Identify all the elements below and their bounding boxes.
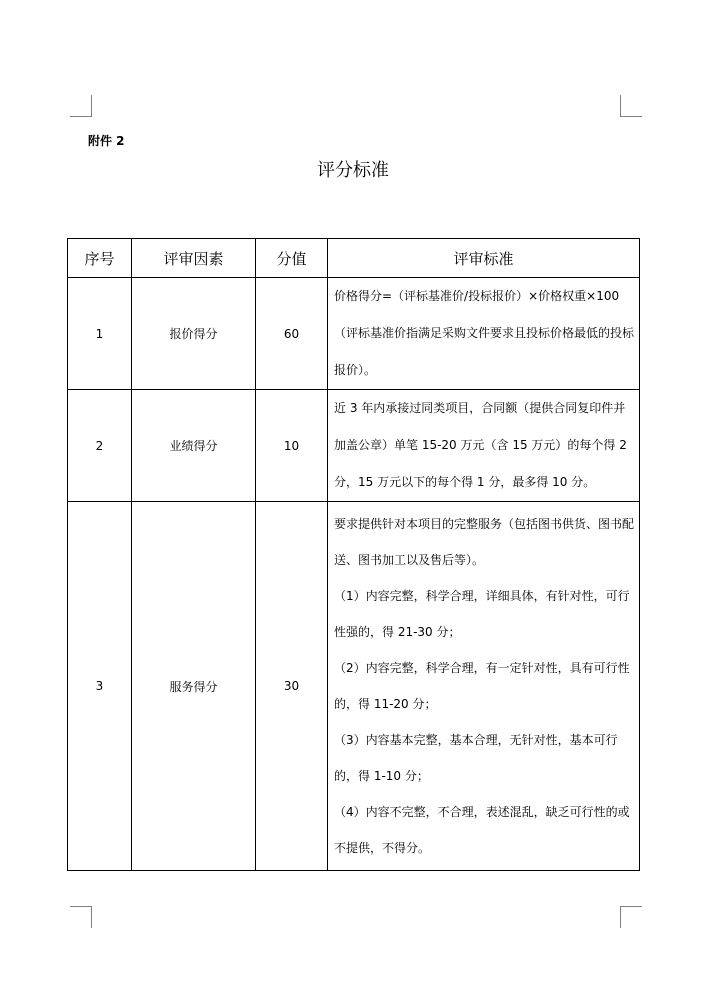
row-criteria	[328, 502, 640, 871]
header-criteria: 评审标准	[328, 239, 640, 278]
row-criteria	[328, 390, 640, 502]
attachment-label: 附件 2	[88, 134, 125, 148]
table-header-row	[68, 239, 640, 278]
row-no: 1	[68, 278, 132, 390]
criteria-paragraph: （2）内容完整，科学合理，有一定针对性，具有可行性的，得 11-20 分；	[334, 661, 630, 711]
row-criteria	[328, 278, 640, 390]
scoring-table	[67, 238, 640, 871]
criteria-paragraph: （4）内容不完整，不合理，表述混乱，缺乏可行性的或不提供，不得分。	[334, 805, 630, 855]
criteria-paragraph: 价格得分=（评标基准价/投标报价）×价格权重×100（评标基准价指满足采购文件要求且投标价格最低的投标报价）。	[334, 289, 635, 377]
criteria-paragraph: （1）内容完整，科学合理，详细具体，有针对性，可行性强的，得 21-30 分；	[334, 589, 630, 639]
table-row	[68, 278, 640, 390]
row-factor: 报价得分	[132, 278, 256, 390]
header-factor: 评审因素	[132, 239, 256, 278]
criteria-paragraph: 近 3 年内承接过同类项目，合同额（提供合同复印件并加盖公章）单笔 15-20 万元（含 15 万元）的每个得 2 分，15 万元以下的每个得 1 分，最多得 10 分。	[334, 401, 627, 489]
criteria-paragraph: （3）内容基本完整，基本合理，无针对性，基本可行的，得 1-10 分；	[334, 733, 618, 783]
table-row	[68, 502, 640, 871]
row-factor: 业绩得分	[132, 390, 256, 502]
row-score: 10	[256, 390, 328, 502]
header-no: 序号	[68, 239, 132, 278]
row-no: 3	[68, 502, 132, 871]
row-no: 2	[68, 390, 132, 502]
row-score: 60	[256, 278, 328, 390]
table-row	[68, 390, 640, 502]
page-title: 评分标准	[317, 160, 389, 181]
row-factor: 服务得分	[132, 502, 256, 871]
criteria-paragraph: 要求提供针对本项目的完整服务（包括图书供货、图书配送、图书加工以及售后等）。	[334, 517, 635, 567]
header-score: 分值	[256, 239, 328, 278]
row-score: 30	[256, 502, 328, 871]
